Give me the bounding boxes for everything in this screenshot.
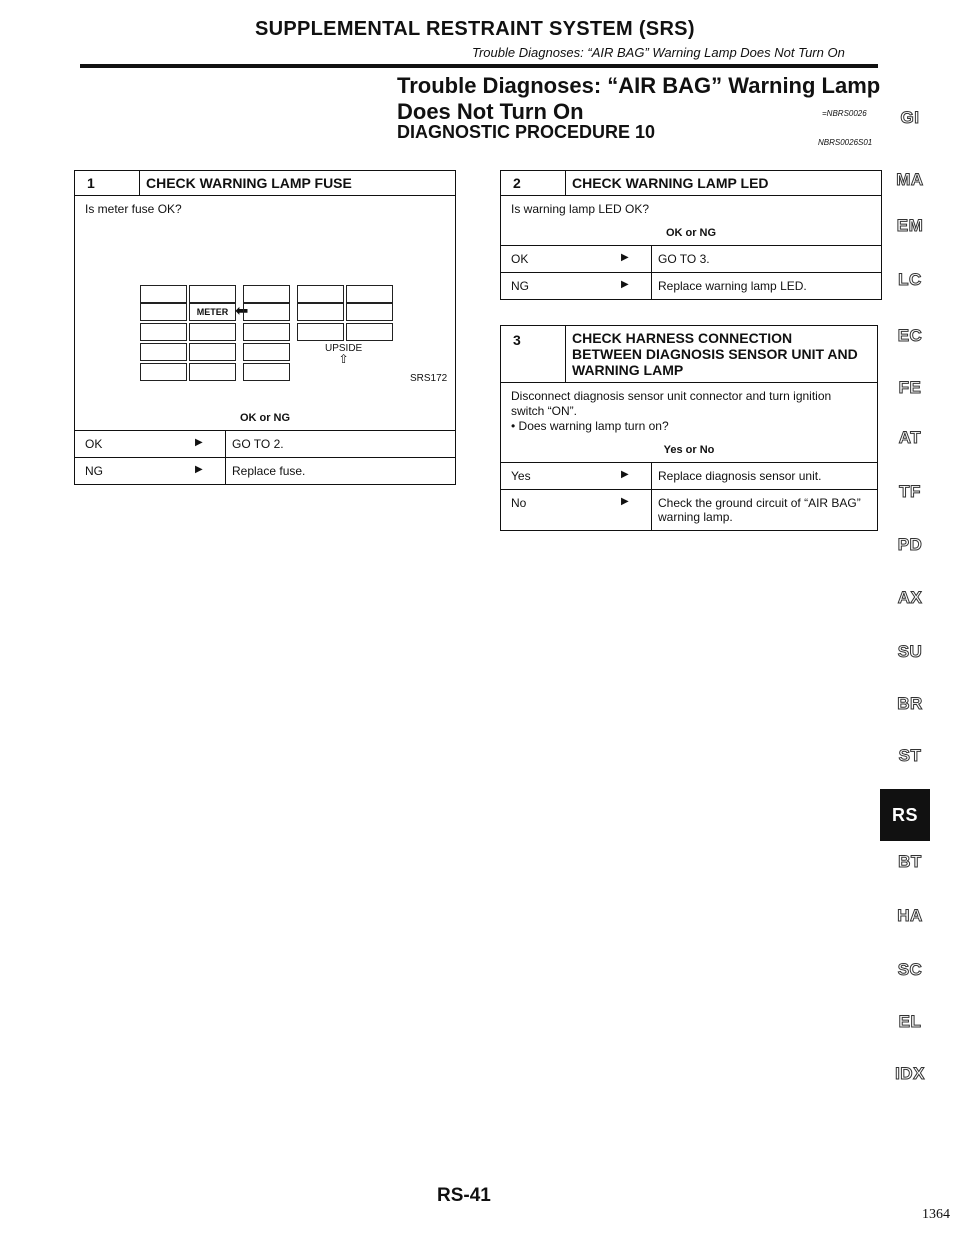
fuse-slot bbox=[189, 285, 236, 303]
meter-fuse: METER bbox=[189, 303, 236, 321]
side-tab-ec[interactable]: EC bbox=[897, 326, 923, 345]
fuse-slot bbox=[346, 285, 393, 303]
side-tab-rs[interactable]: RS bbox=[880, 789, 930, 841]
step3-choice: Yes or No bbox=[501, 440, 877, 463]
result-key: Yes bbox=[511, 469, 531, 483]
side-tab-idx[interactable]: IDX bbox=[895, 1064, 925, 1083]
running-header-title: SUPPLEMENTAL RESTRAINT SYSTEM (SRS) bbox=[255, 18, 695, 40]
side-tab-br[interactable]: BR bbox=[897, 694, 923, 713]
section-title bbox=[397, 73, 880, 125]
pointer-arrow-icon: ⬅ bbox=[235, 303, 249, 320]
side-tab-ha[interactable]: HA bbox=[897, 906, 923, 925]
side-tab-ma[interactable]: MA bbox=[896, 170, 924, 189]
result-value: GO TO 3. bbox=[651, 246, 881, 272]
fuse-slot bbox=[140, 303, 187, 321]
step2-choice: OK or NG bbox=[501, 223, 881, 246]
procedure-title: DIAGNOSTIC PROCEDURE 10 bbox=[397, 122, 656, 142]
arrow-icon: ▶ bbox=[195, 437, 203, 448]
fuse-slot bbox=[243, 323, 290, 341]
result-value: GO TO 2. bbox=[225, 431, 455, 457]
step2-row-ok bbox=[501, 246, 881, 273]
step3-question: • Does warning lamp turn on? bbox=[511, 419, 669, 433]
step1-title: CHECK WARNING LAMP FUSE bbox=[146, 175, 352, 191]
fuse-slot bbox=[189, 363, 236, 381]
step1-question: Is meter fuse OK? bbox=[85, 202, 182, 216]
side-tab-at[interactable]: AT bbox=[898, 428, 922, 447]
step2-title: CHECK WARNING LAMP LED bbox=[572, 175, 769, 191]
result-value: Replace diagnosis sensor unit. bbox=[651, 463, 877, 489]
side-tab-ax[interactable]: AX bbox=[897, 588, 923, 607]
fuse-slot bbox=[297, 303, 344, 321]
step2-box bbox=[500, 170, 882, 300]
side-tab-sc[interactable]: SC bbox=[897, 960, 923, 979]
section-title-line2: Does Not Turn On bbox=[397, 99, 584, 124]
step3-title-line3: WARNING LAMP bbox=[572, 362, 684, 378]
step1-number: 1 bbox=[75, 171, 140, 195]
step2-number: 2 bbox=[501, 171, 566, 195]
step2-header bbox=[501, 171, 881, 196]
arrow-icon: ▶ bbox=[621, 496, 629, 507]
step3-instruction bbox=[501, 383, 877, 440]
fuse-slot bbox=[243, 303, 290, 321]
result-value: Check the ground circuit of “AIR BAG” warning lamp. bbox=[651, 490, 877, 530]
fuse-slot bbox=[189, 343, 236, 361]
fuse-slot bbox=[243, 285, 290, 303]
step3-title-line2: BETWEEN DIAGNOSIS SENSOR UNIT AND bbox=[572, 346, 858, 362]
procedure-code: NBRS0026S01 bbox=[818, 138, 873, 147]
arrow-icon: ▶ bbox=[621, 252, 629, 263]
side-tab-lc[interactable]: LC bbox=[898, 270, 922, 289]
result-key: No bbox=[511, 496, 527, 510]
side-tab-tf[interactable]: TF bbox=[899, 482, 921, 501]
step3-row-yes bbox=[501, 463, 877, 490]
folio-number: 1364 bbox=[922, 1207, 950, 1222]
arrow-icon: ▶ bbox=[621, 469, 629, 480]
step1-header bbox=[75, 171, 455, 196]
fuse-slot bbox=[346, 303, 393, 321]
fuse-slot bbox=[140, 323, 187, 341]
side-tab-em[interactable]: EM bbox=[896, 216, 924, 235]
fuse-slot bbox=[297, 285, 344, 303]
section-title-line1: Trouble Diagnoses: “AIR BAG” Warning Lamp bbox=[397, 73, 881, 98]
fuse-slot bbox=[243, 343, 290, 361]
step3-title-line1: CHECK HARNESS CONNECTION bbox=[572, 330, 793, 346]
fuse-slot bbox=[243, 363, 290, 381]
fuse-slot bbox=[140, 285, 187, 303]
fuse-slot bbox=[346, 323, 393, 341]
fuse-slot bbox=[189, 323, 236, 341]
figure-id: SRS172 bbox=[410, 373, 448, 384]
page-number: RS-41 bbox=[437, 1185, 491, 1206]
side-tab-pd[interactable]: PD bbox=[897, 535, 923, 554]
result-key: NG bbox=[85, 464, 103, 478]
header-rule bbox=[80, 64, 878, 68]
running-header-subtitle: Trouble Diagnoses: “AIR BAG” Warning Lamp Does Not Turn On bbox=[472, 45, 845, 60]
fuse-slot bbox=[140, 363, 187, 381]
result-value: Replace fuse. bbox=[225, 458, 455, 484]
side-tab-gi[interactable]: GI bbox=[900, 108, 920, 127]
step3-instruction-text: Disconnect diagnosis sensor unit connector and turn ignition switch “ON”. bbox=[511, 389, 832, 418]
arrow-icon: ▶ bbox=[621, 279, 629, 290]
side-tab-st[interactable]: ST bbox=[898, 746, 922, 765]
side-tab-el[interactable]: EL bbox=[898, 1012, 922, 1031]
side-tab-bt[interactable]: BT bbox=[898, 852, 922, 871]
step1-row-ng bbox=[75, 458, 455, 484]
upside-text: UPSIDE bbox=[325, 343, 363, 354]
step3-row-no bbox=[501, 490, 877, 530]
step1-box bbox=[74, 170, 456, 485]
upside-label bbox=[325, 343, 362, 366]
fuse-slot bbox=[140, 343, 187, 361]
fuse-block-figure bbox=[75, 223, 455, 408]
step1-row-ok bbox=[75, 431, 455, 458]
result-key: OK bbox=[85, 437, 103, 451]
step3-number: 3 bbox=[501, 326, 566, 382]
side-tab-su[interactable]: SU bbox=[897, 642, 923, 661]
result-key: NG bbox=[511, 279, 529, 293]
arrow-icon: ▶ bbox=[195, 464, 203, 475]
section-code: =NBRS0026 bbox=[822, 109, 867, 118]
side-tab-fe[interactable]: FE bbox=[898, 378, 922, 397]
step2-question: Is warning lamp LED OK? bbox=[511, 202, 650, 216]
step2-row-ng bbox=[501, 273, 881, 299]
result-key: OK bbox=[511, 252, 529, 266]
step3-header bbox=[501, 326, 877, 383]
step1-choice: OK or NG bbox=[75, 408, 455, 431]
step3-box bbox=[500, 325, 878, 531]
step3-title bbox=[566, 330, 858, 378]
fuse-slot bbox=[297, 323, 344, 341]
result-value: Replace warning lamp LED. bbox=[651, 273, 881, 299]
up-arrow-icon: ⇧ bbox=[338, 352, 349, 366]
